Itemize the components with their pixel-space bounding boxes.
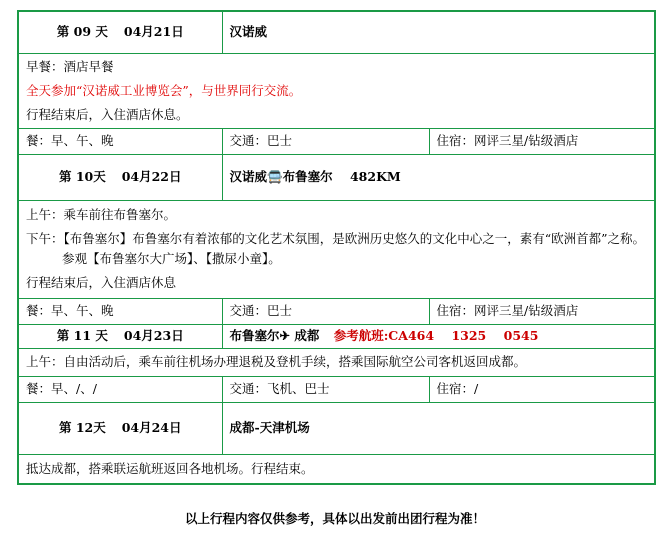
route-cell: 汉诺威 bbox=[222, 11, 655, 53]
day-details-row bbox=[18, 348, 655, 376]
day-cell bbox=[18, 402, 222, 454]
day-header-row bbox=[18, 402, 655, 454]
day-date: 04月24日 bbox=[121, 420, 182, 435]
end-text: 行程结束后，入住酒店休息 bbox=[26, 275, 177, 290]
day-header-row bbox=[18, 11, 655, 53]
day-cell bbox=[18, 11, 222, 53]
flight-info: 参考航班:CA464 1325 0545 bbox=[333, 328, 539, 343]
description-text: 抵达成都，搭乘联运航班返回各地机场。行程结束。 bbox=[18, 454, 655, 484]
day-cell bbox=[18, 324, 222, 348]
day-label: 第 11 天 bbox=[56, 328, 108, 343]
day-header-row bbox=[18, 324, 655, 348]
day-details-row bbox=[18, 454, 655, 484]
service-row bbox=[18, 128, 655, 154]
day-date: 04月21日 bbox=[123, 24, 184, 40]
afternoon-text: 下午：【布鲁塞尔】布鲁塞尔有着浓郁的文化艺术氛围，是欧洲历史悠久的文化中心之一，素有“欧洲首都”之称。参观【布鲁塞尔大广场】、【撒尿小童】。 bbox=[26, 231, 646, 266]
dining-cell: 餐：早、/、/ bbox=[18, 376, 222, 402]
dining-cell: 餐：早、午、晚 bbox=[18, 128, 222, 154]
highlight-text: 全天参加“汉诺威工业博览会”，与世界同行交流。 bbox=[26, 82, 302, 98]
day-label: 第 12天 bbox=[58, 420, 106, 435]
hotel-cell: 住宿：网评三星/钻级酒店 bbox=[429, 298, 655, 324]
footer-note: 以上行程内容仅供参考，具体以出发前出团行程为准！ bbox=[184, 511, 485, 526]
route-cell: 汉诺威🚍布鲁塞尔 482KM bbox=[222, 154, 655, 200]
service-row bbox=[18, 376, 655, 402]
transport-cell: 交通：巴士 bbox=[222, 128, 429, 154]
day-header-row bbox=[18, 154, 655, 200]
details-cell bbox=[18, 53, 655, 128]
day-label: 第 09 天 bbox=[56, 24, 108, 40]
day-details-row bbox=[18, 200, 655, 298]
dining-cell: 餐：早、午、晚 bbox=[18, 298, 222, 324]
morning-text: 上午：自由活动后，乘车前往机场办理退税及登机手续，搭乘国际航空公司客机返回成都。 bbox=[18, 348, 655, 376]
hotel-cell: 住宿：网评三星/钻级酒店 bbox=[429, 128, 655, 154]
day-details-row bbox=[18, 53, 655, 128]
day-cell bbox=[18, 154, 222, 200]
hotel-cell: 住宿：/ bbox=[429, 376, 655, 402]
route-text: 布鲁塞尔✈ 成都 bbox=[229, 328, 320, 343]
itinerary-table bbox=[17, 10, 656, 485]
morning-text: 上午：乘车前往布鲁塞尔。 bbox=[26, 207, 177, 222]
transport-cell: 交通：飞机、巴士 bbox=[222, 376, 429, 402]
transport-cell: 交通：巴士 bbox=[222, 298, 429, 324]
service-row bbox=[18, 298, 655, 324]
day-date: 04月23日 bbox=[123, 328, 184, 343]
end-text: 行程结束后，入住酒店休息。 bbox=[26, 106, 189, 122]
route-cell bbox=[222, 324, 655, 348]
route-cell: 成都-天津机场 bbox=[222, 402, 655, 454]
details-cell bbox=[18, 200, 655, 298]
day-label: 第 10天 bbox=[58, 169, 106, 184]
breakfast-text: 早餐：酒店早餐 bbox=[26, 58, 114, 74]
day-date: 04月22日 bbox=[121, 169, 182, 184]
